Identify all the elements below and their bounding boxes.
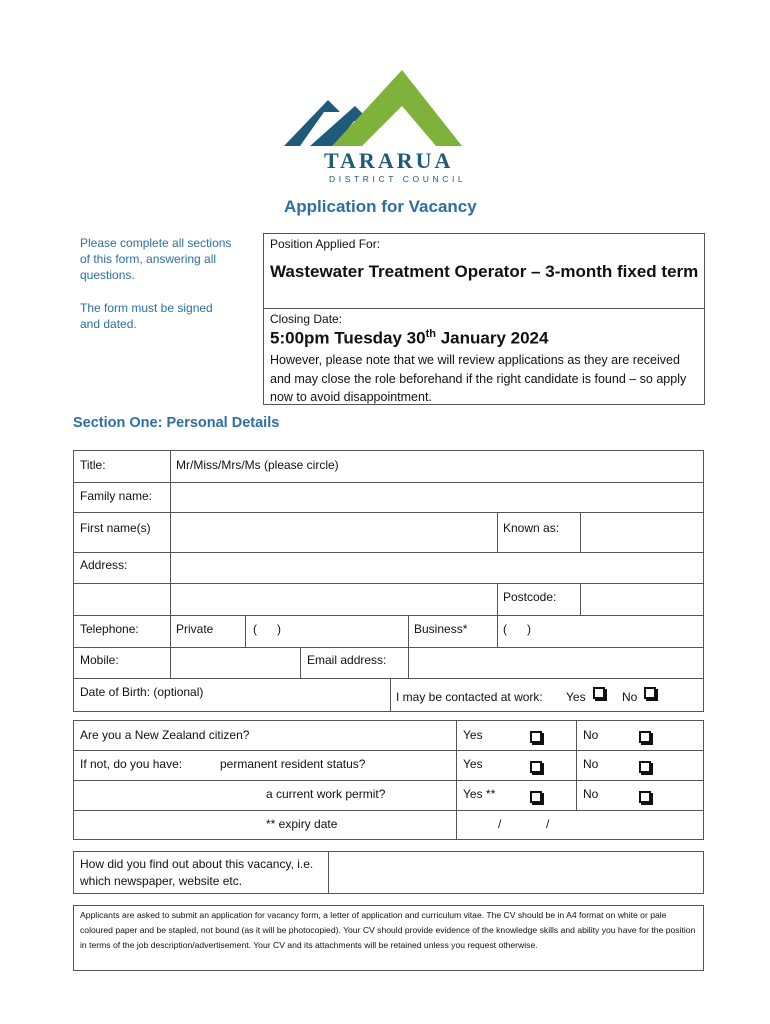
work-permit-no-checkbox[interactable] [639, 791, 651, 803]
resident-yes-checkbox[interactable] [530, 761, 542, 773]
email-field[interactable] [409, 648, 703, 677]
contact-work-no-checkbox[interactable] [644, 687, 656, 699]
work-permit-no-label: No [583, 787, 599, 801]
expiry-date-slash-2[interactable]: / [546, 817, 550, 831]
position-applied-label: Position Applied For: [270, 237, 381, 251]
closing-date-sup: th [425, 328, 436, 340]
contact-work-no-label: No [622, 690, 638, 704]
business-phone-label: Business* [414, 622, 468, 636]
work-permit-yes-label: Yes ** [463, 787, 496, 801]
work-permit-question: a current work permit? [266, 787, 386, 801]
instructions-signed: The form must be signed and dated. [80, 301, 213, 331]
closing-date [270, 328, 548, 349]
title-label: Title: [80, 458, 106, 472]
first-names-field[interactable] [171, 513, 496, 551]
family-name-field[interactable] [171, 483, 703, 511]
first-names-label: First name(s) [80, 521, 151, 535]
resident-question: permanent resident status? [220, 757, 366, 771]
contact-work-label: I may be contacted at work: [396, 690, 543, 704]
mobile-field[interactable] [171, 648, 299, 677]
private-phone-label: Private [176, 622, 214, 636]
postcode-label: Postcode: [503, 590, 557, 604]
private-phone-field[interactable]: ( ) [253, 622, 281, 636]
contact-work-yes-checkbox[interactable] [593, 687, 605, 699]
telephone-label: Telephone: [80, 622, 139, 636]
contact-work-yes-label: Yes [566, 690, 586, 704]
expiry-date-label: ** expiry date [266, 817, 338, 831]
nz-citizen-no-label: No [583, 728, 599, 742]
closing-date-end: January 2024 [435, 328, 549, 348]
family-name-label: Family name: [80, 489, 153, 503]
council-logo [280, 66, 470, 192]
expiry-date-slash-1[interactable]: / [498, 817, 502, 831]
if-not-label: If not, do you have: [80, 757, 183, 771]
work-permit-yes-checkbox[interactable] [530, 791, 542, 803]
nz-citizen-question: Are you a New Zealand citizen? [80, 728, 250, 742]
vacancy-source-field[interactable] [329, 852, 703, 893]
section-one-heading: Section One: Personal Details [73, 415, 280, 431]
closing-date-main: 5:00pm Tuesday 30 [270, 328, 426, 348]
dob-label: Date of Birth: (optional) [80, 685, 204, 699]
nz-citizen-yes-checkbox[interactable] [530, 731, 542, 743]
email-label: Email address: [307, 653, 387, 667]
footnote-text: Applicants are asked to submit an application for vacancy form, a letter of application and curriculum vitae. The CV should be in A4 format on white or pale coloured paper and be stapled, not bound (as it will be photocopied). Your CV should provide evidence of the knowledge skills and ability you have for the position in terms of the job description/advertisement. Your CV and its attachments will be retained unless you request otherwise. [80, 910, 696, 950]
known-as-label: Known as: [503, 521, 560, 535]
instructions-complete: Please complete all sections of this form, answering all questions. [80, 236, 232, 282]
resident-no-checkbox[interactable] [639, 761, 651, 773]
nz-citizen-no-checkbox[interactable] [639, 731, 651, 743]
page-title: Application for Vacancy [284, 197, 477, 216]
postcode-field[interactable] [581, 584, 703, 614]
resident-no-label: No [583, 757, 599, 771]
nz-citizen-yes-label: Yes [463, 728, 483, 742]
closing-date-label: Closing Date: [270, 312, 343, 326]
position-title: Wastewater Treatment Operator – 3-month fixed term [270, 262, 699, 281]
resident-yes-label: Yes [463, 757, 483, 771]
known-as-field[interactable] [581, 513, 703, 551]
business-phone-field[interactable]: ( ) [503, 622, 531, 636]
vacancy-source-question: How did you find out about this vacancy, i.e. which newspaper, website etc. [80, 857, 314, 888]
mountain-logo-icon [280, 66, 470, 151]
mobile-label: Mobile: [80, 653, 119, 667]
address-label: Address: [80, 558, 128, 572]
title-options[interactable]: Mr/Miss/Mrs/Ms (please circle) [176, 458, 339, 472]
logo-subtitle: DISTRICT COUNCIL [329, 174, 467, 184]
logo-name: TARARUA [324, 148, 454, 173]
closing-note: However, please note that we will review applications as they are received and may close the role beforehand if the right candidate is found – so apply now to avoid disappointment. [270, 353, 687, 404]
